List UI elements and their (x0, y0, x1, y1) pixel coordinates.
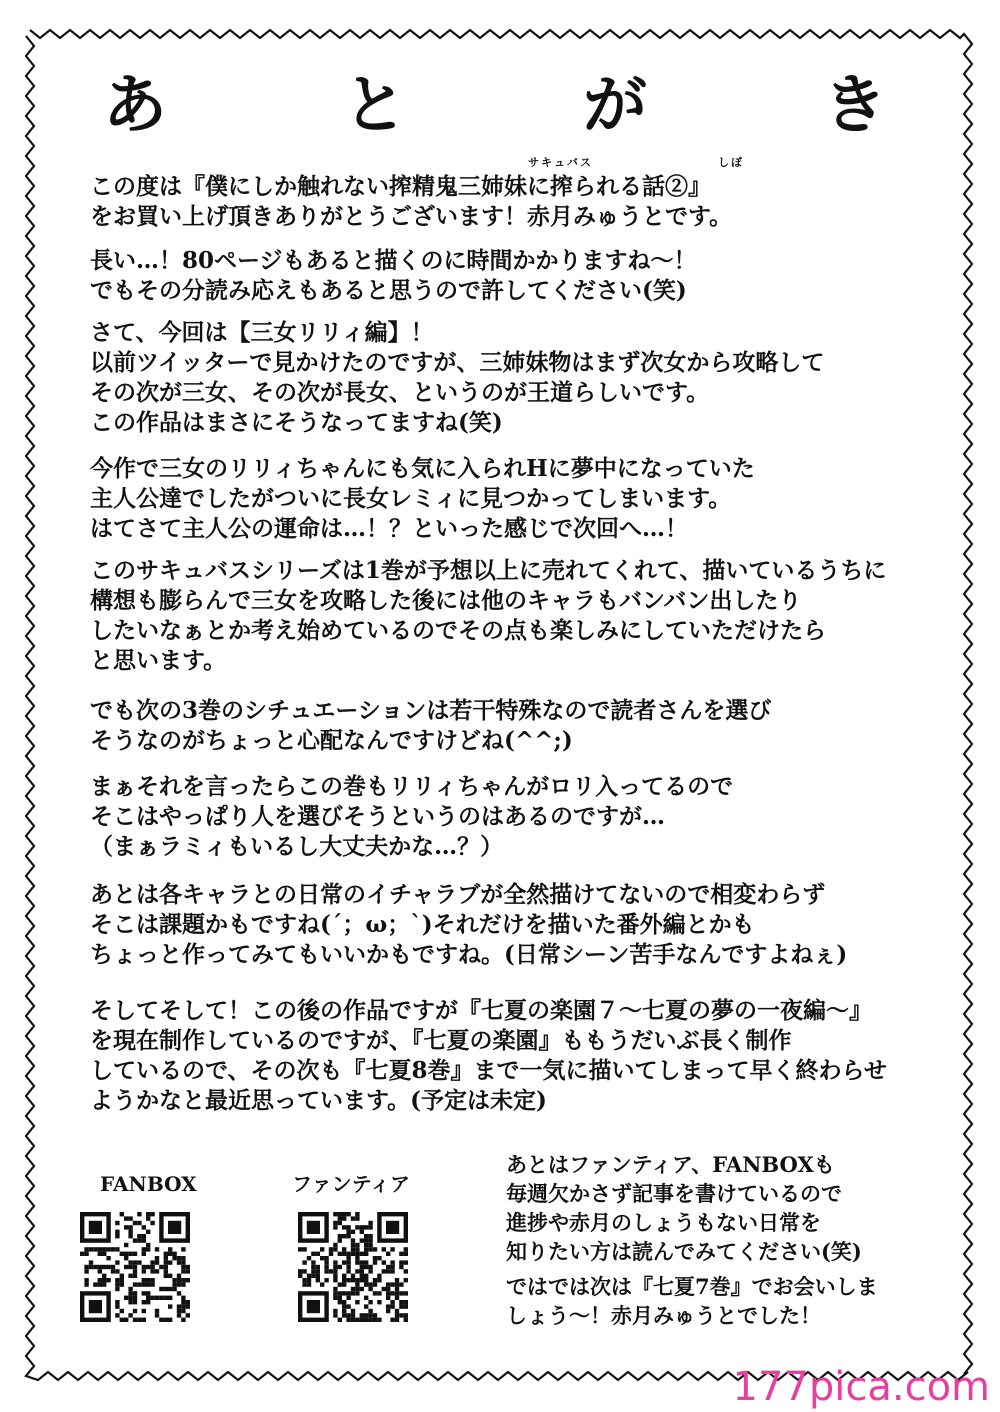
side-line: 進捗や赤月のしょうもない日常を (506, 1210, 821, 1235)
title-char: き (823, 68, 887, 143)
paragraph-line: そこはやっぱり人を選びそうというのはあるのですが… (90, 803, 665, 830)
paragraph-line: その次が三女、その次が長女、というのが王道らしいです。 (90, 379, 710, 406)
paragraph-line: このサキュバスシリーズは1巻が予想以上に売れてくれて、描いているうちに (90, 557, 887, 584)
side-line: しょう～！赤月みゅうとでした！ (506, 1303, 821, 1328)
paragraph-story (90, 454, 910, 544)
furigana-succubus: サキュバス (528, 156, 593, 169)
title-char: と (343, 68, 407, 143)
title-char: あ (103, 68, 167, 143)
title-char: が (583, 68, 647, 143)
paragraph-line: したいなぁとか考え始めているのでその点も楽しみにしていただけたら (90, 617, 826, 644)
paragraph-series (90, 556, 910, 676)
paragraph-line: そこは課題かもですね(´；ω；`)それだけを描いた番外編とかも (90, 911, 755, 938)
paragraph-loli (90, 772, 910, 862)
side-line: 知りたい方は読んでみてください(笑) (506, 1239, 862, 1264)
paragraph-intro (90, 156, 910, 232)
fantia-label: ファンティア (292, 1172, 410, 1196)
paragraph-line: 以前ツイッターで見かけたのですが、三姉妹物はまず次女から攻略して (90, 349, 825, 376)
side-line: あとはファンティア、FANBOXも (506, 1152, 835, 1177)
paragraph-line: 主人公達でしたがついに長女レミィに見つかってしまいます。 (90, 485, 732, 512)
paragraph-daily-life (90, 880, 910, 970)
paragraph-line: ちょっと作ってみてもいいかもですね。(日常シーン苦手なんですよねぇ) (90, 941, 848, 968)
paragraph-line: 構想も膨らんで三女を攻略した後には他のキャラもバンバン出したり (90, 587, 802, 614)
paragraph-length (90, 246, 910, 306)
paragraph-line: でも次の3巻のシチュエーションは若干特殊なので読者さんを選び (90, 697, 772, 724)
paragraph-line: そうなのがちょっと心配なんですけどね(^^;) (90, 727, 573, 754)
paragraph-line: 長い…！80ページもあると描くのに時間かかりますね～！ (90, 247, 697, 274)
side-note-fanclub (506, 1150, 862, 1266)
paragraph-line: と思います。 (90, 647, 227, 674)
page-title (95, 66, 895, 146)
paragraph-next-works (90, 996, 910, 1116)
furigana-shibo: しぼ (718, 156, 744, 169)
paragraph-line: サキュバス しぼ この度は『僕にしか触れない搾精鬼三姉妹に搾られる話②』 (90, 156, 744, 200)
paragraph-line: しているので、その次も『七夏8巻』まで一気に描いてしまって早く終わらせ (90, 1057, 887, 1084)
paragraph-line: をお買い上げ頂きありがとうございます！赤月みゅうとです。 (90, 203, 733, 230)
paragraph-line: あとは各キャラとの日常のイチャラブが全然描けてないので相変わらず (90, 881, 826, 908)
fantia-qr-code[interactable] (298, 1212, 408, 1322)
paragraph-line: この作品はまさにそうなってますね(笑) (90, 409, 503, 436)
paragraph-line: ようかなと最近思っています。(予定は未定) (90, 1087, 547, 1114)
paragraph-volume3 (90, 696, 910, 756)
paragraph-line: そしてそして！この後の作品ですが『七夏の楽園７～七夏の夢の一夜編～』 (90, 997, 872, 1024)
fanbox-label: FANBOX (100, 1172, 197, 1196)
fanbox-qr-code[interactable] (80, 1212, 190, 1322)
paragraph-lily-arc (90, 318, 910, 438)
site-watermark: 177pica.com (732, 1364, 990, 1410)
side-note-farewell (506, 1272, 878, 1330)
paragraph-line: はてさて主人公の運命は…！？といった感じで次回へ…！ (90, 515, 688, 542)
paragraph-line: まぁそれを言ったらこの巻もリリィちゃんがロリ入ってるので (90, 773, 734, 800)
side-line: 毎週欠かさず記事を書けているので (506, 1181, 842, 1206)
paragraph-line: （まぁラミィもいるし大丈夫かな…？） (90, 833, 504, 860)
paragraph-line: 今作で三女のリリィちゃんにも気に入られHに夢中になっていた (90, 455, 755, 482)
paragraph-line: を現在制作しているのですが、『七夏の楽園』ももうだいぶ長く制作 (90, 1027, 792, 1054)
side-line: ではでは次は『七夏7巻』でお会いしま (506, 1274, 878, 1299)
paragraph-line: さて、今回は【三女リリィ編】！ (90, 319, 434, 346)
paragraph-line: でもその分読み応えもあると思うので許してください(笑) (90, 277, 687, 304)
